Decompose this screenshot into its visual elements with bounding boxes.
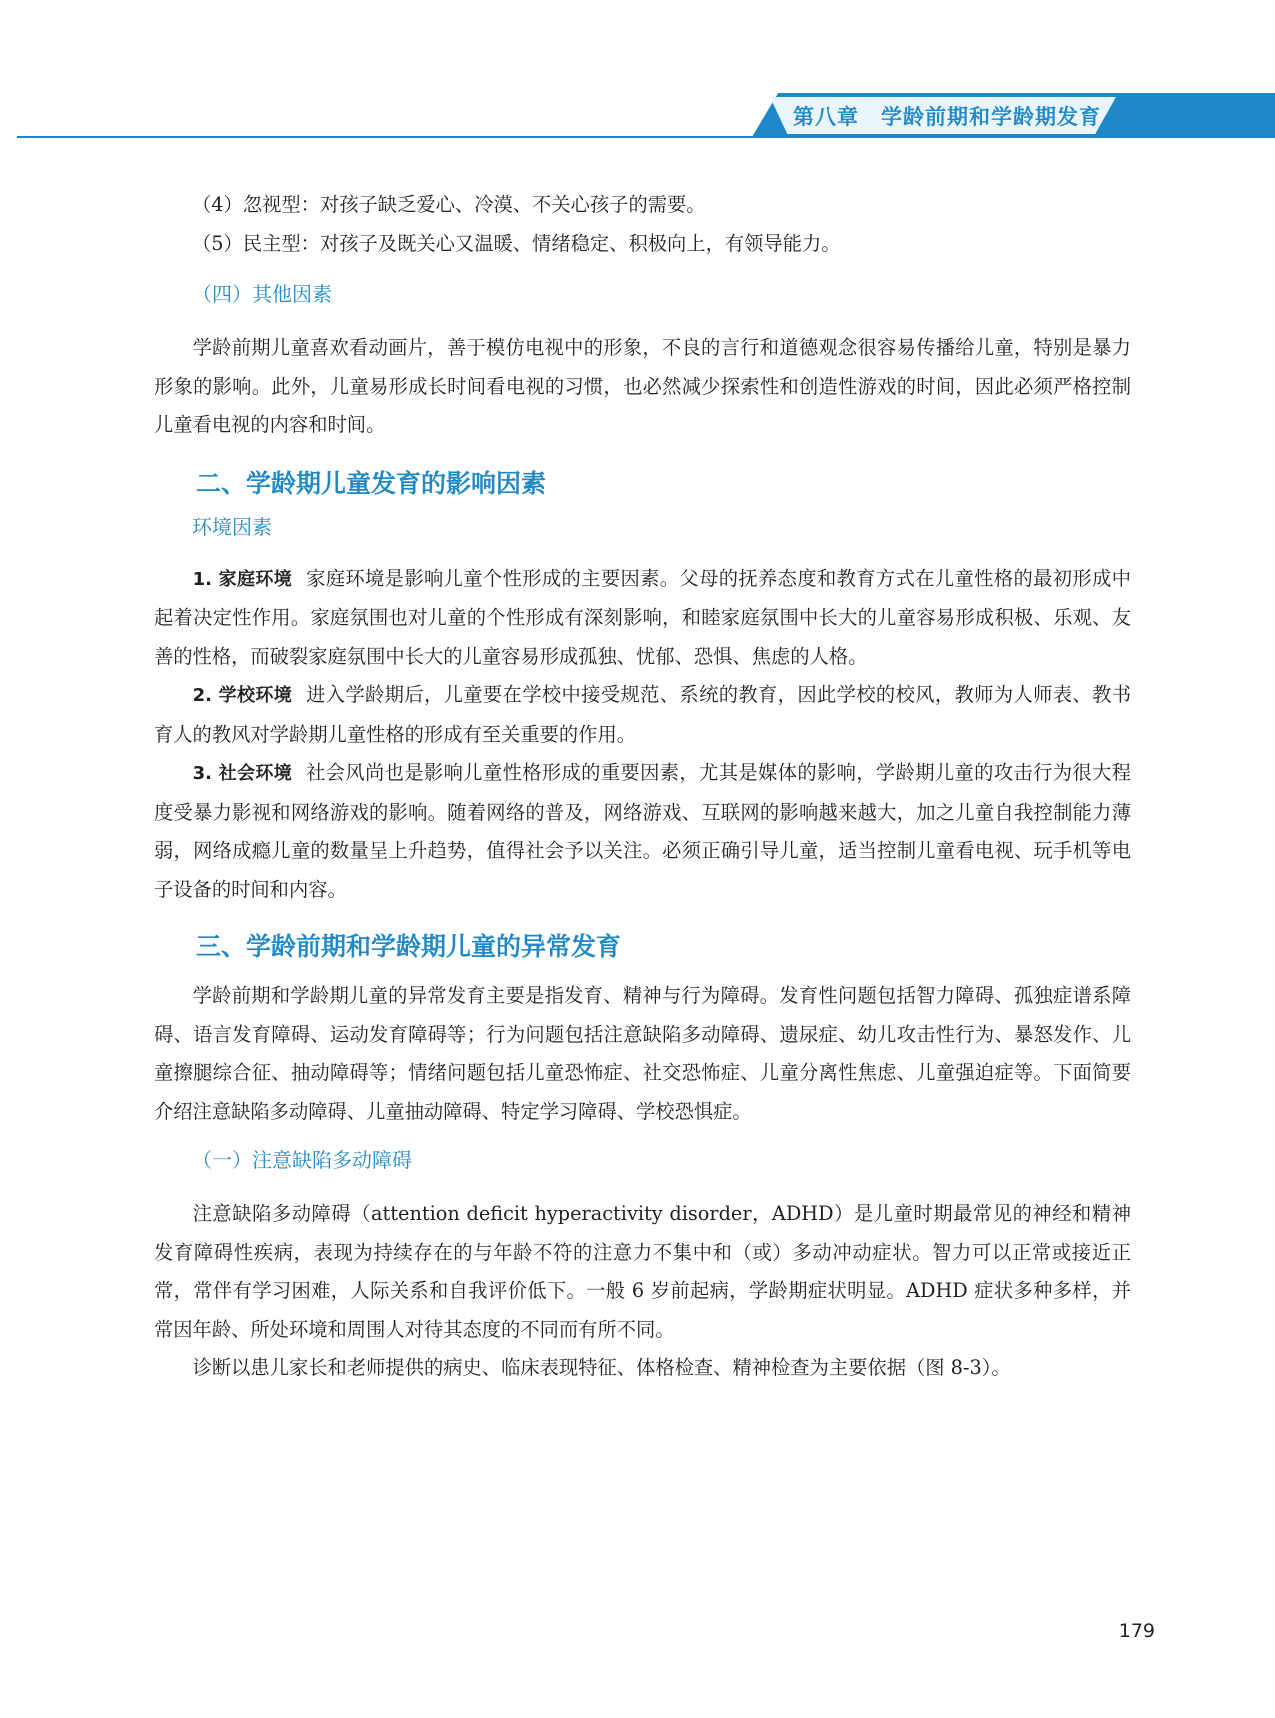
paragraph-family xyxy=(154,560,1131,677)
paragraph: 学龄前期儿童喜欢看动画片，善于模仿电视中的形象，不良的言行和道德观念很容易传播给儿童，特别是暴力形象的影响。此外，儿童易形成长时间看电视的习惯，也必然减少探索性和创造性游戏的时间，因此必须严格控制儿童看电视的内容和时间。 xyxy=(154,336,1131,436)
lead-school: 2. 学校环境 xyxy=(192,685,293,706)
lead-social: 3. 社会环境 xyxy=(192,763,293,784)
section-heading-adhd: （一）注意缺陷多动障碍 xyxy=(192,1148,412,1172)
page-number: 179 xyxy=(1118,1620,1155,1642)
social-text: 社会风尚也是影响儿童性格形成的重要因素，尤其是媒体的影响，学龄期儿童的攻击行为很大程度受暴力影视和网络游戏的影响。随着网络的普及，网络游戏、互联网的影响越来越大，加之儿童自我控制能力薄弱，网络成瘾儿童的数量呈上升趋势，值得社会予以关注。必须正确引导儿童，适当控制儿童看电视、玩手机等电子设备的时间和内容。 xyxy=(154,761,1131,901)
running-header xyxy=(793,101,1113,131)
family-text: 家庭环境是影响儿童个性形成的主要因素。父母的抚养态度和教育方式在儿童性格的最初形成中起着决定性作用。家庭氛围也对儿童的个性形成有深刻影响，和睦家庭氛围中长大的儿童容易形成积极、乐观、友善的性格，而破裂家庭氛围中长大的儿童容易形成孤独、忧郁、恐惧、焦虑的人格。 xyxy=(154,566,1131,668)
school-text: 进入学龄期后，儿童要在学校中接受规范、系统的教育，因此学校的校风，教师为人师表、教书育人的教风对学龄期儿童性格的形成有至关重要的作用。 xyxy=(154,683,1131,746)
section-heading-abnormal-development: 三、学龄前期和学龄期儿童的异常发育 xyxy=(196,932,622,961)
paragraph: 学龄前期和学龄期儿童的异常发育主要是指发育、精神与行为障碍。发育性问题包括智力障碍、孤独症谱系障碍、语言发育障碍、运动发育障碍等；行为问题包括注意缺陷多动障碍、遗尿症、幼儿攻击性行为、暴怒发作、儿童擦腿综合征、抽动障碍等；情绪问题包括儿童恐怖症、社交恐怖症、儿童分离性焦虑、儿童强迫症等。下面简要介绍注意缺陷多动障碍、儿童抽动障碍、特定学习障碍、学校恐惧症。 xyxy=(154,984,1131,1123)
lead-family: 1. 家庭环境 xyxy=(192,568,293,590)
list-item: （5）民主型：对孩子及既关心又温暖、情绪稳定、积极向上，有领导能力。 xyxy=(192,231,841,255)
subheading-environment: 环境因素 xyxy=(192,514,272,539)
paragraph: 注意缺陷多动障碍（attention deficit hyperactivity disorder，ADHD）是儿童时期最常见的神经和精神发育障碍性疾病，表现为持续存在的与年龄不符的注意力不集中和（或）多动冲动症状。智力可以正常或接近正常，常伴有学习困难，人际关系和自我评价低下。一般 6 岁前起病，学龄期症状明显。ADHD 症状多种多样，并常因年龄、所处环境和周围人对待其态度的不同而有所不同。 xyxy=(154,1202,1131,1341)
paragraph: 诊断以患儿家长和老师提供的病史、临床表现特征、体格检查、精神检查为主要依据（图 8-3）。 xyxy=(192,1356,1011,1379)
paragraph-school xyxy=(154,676,1131,754)
paragraph-social xyxy=(154,754,1131,909)
chapter-title: 学龄前期和学龄期发育 xyxy=(881,105,1101,129)
page-body xyxy=(154,186,1131,1388)
section-heading-school-age-factors: 二、学龄期儿童发育的影响因素 xyxy=(196,468,547,498)
chapter-number: 第八章 xyxy=(793,105,859,129)
list-item: （4）忽视型：对孩子缺乏爱心、冷漠、不关心孩子的需要。 xyxy=(192,193,706,216)
section-heading-other-factors: （四）其他因素 xyxy=(192,282,332,306)
